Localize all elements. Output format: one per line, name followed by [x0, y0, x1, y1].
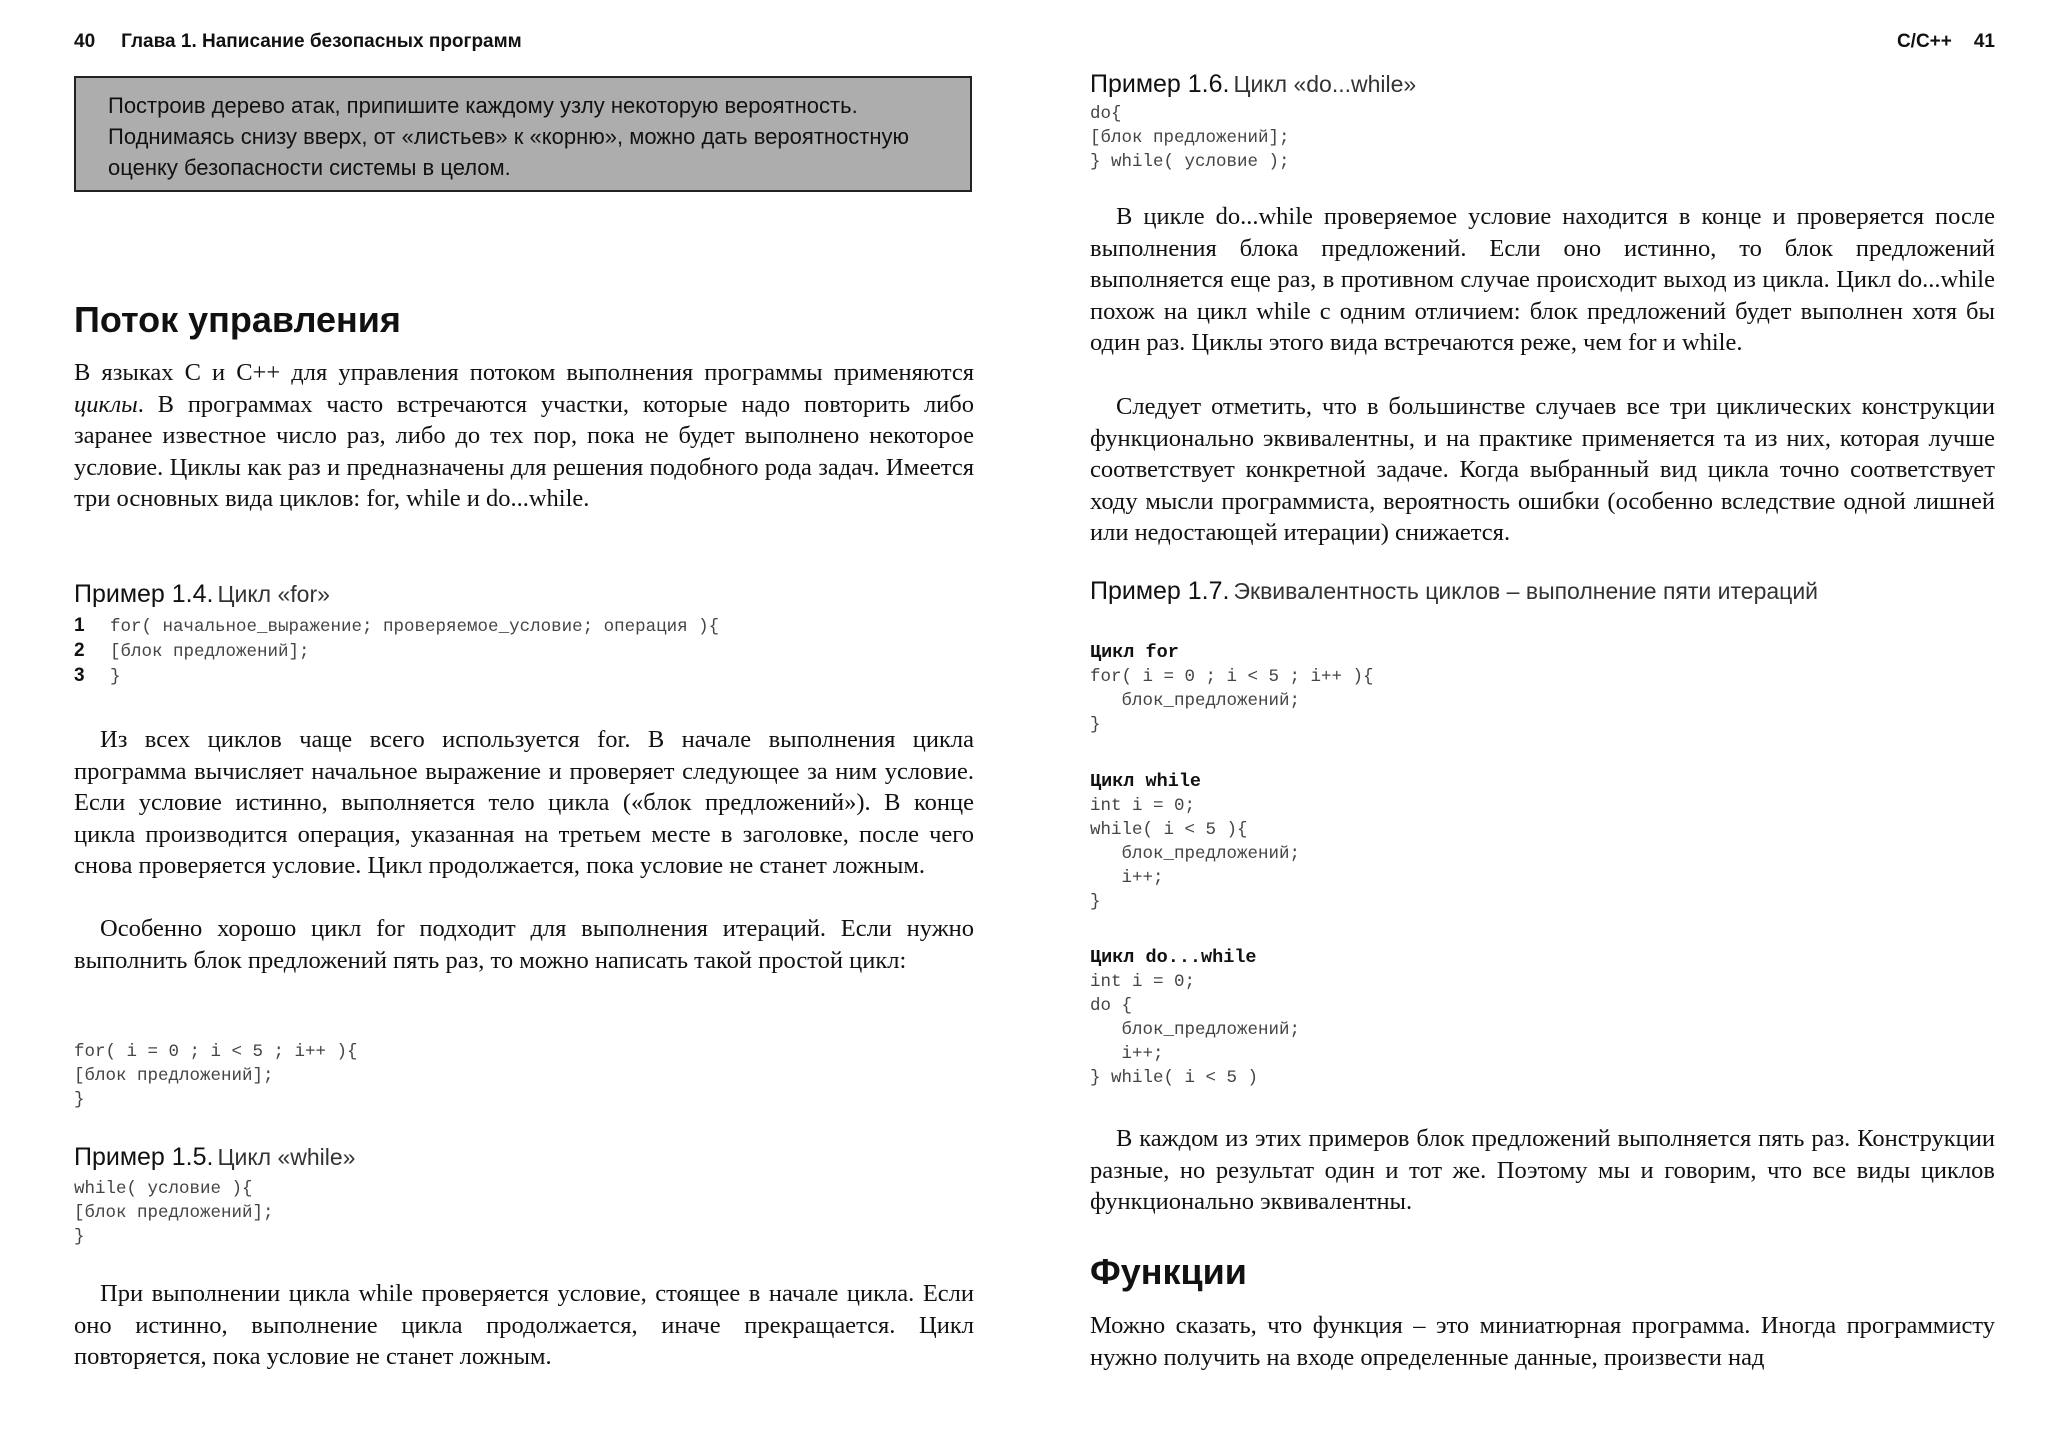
- dowhile-loop-code: int i = 0; do { блок_предложений; i++; } while( i < 5 ): [1090, 972, 1301, 1088]
- paragraph-functions: Можно сказать, что функция – это миниатюрная программа. Иногда программисту нужно получить на входе определенные данные, произвести над: [1090, 1312, 1995, 1371]
- example-1-7-title: Эквивалентность циклов – выполнение пяти итераций: [1233, 578, 1819, 604]
- code-text: }: [110, 667, 121, 687]
- callout-text: Построив дерево атак, припишите каждому узлу некоторую вероятность. Поднимаясь снизу вверх, от «листьев» к «корню», можно дать вероятностную оценку безопасности системы в целом.: [108, 93, 910, 180]
- code-line: [74, 664, 974, 689]
- running-header-right: [1090, 28, 1995, 56]
- line-number: 2: [74, 640, 85, 661]
- example-1-5-label: Пример 1.5.: [74, 1143, 214, 1171]
- example-1-4-caption: [74, 578, 974, 610]
- section-title-control-flow: Поток управления: [74, 299, 401, 340]
- dowhile-loop-heading: Цикл do...while: [1090, 947, 1257, 968]
- example-1-5-code: while( условие ){ [блок предложений]; }: [74, 1179, 274, 1247]
- section-title-functions: Функции: [1090, 1251, 1247, 1292]
- page-number-right: 41: [1973, 31, 1995, 52]
- while-loop-heading: Цикл while: [1090, 771, 1202, 792]
- for-loop-heading: Цикл for: [1090, 642, 1179, 663]
- example-1-7-caption: [1090, 575, 1995, 607]
- intro-text-2: . В программах часто встречаются участки, которые надо повторить либо заранее известное число раз, либо до тех пор, пока не будет выполнено некоторое условие. Циклы как раз и предназначены для решения подобного рода задач. Имеется три основных вида циклов: for, while и do...while.: [74, 390, 974, 513]
- paragraph-for-1: Из всех циклов чаще всего используется for. В начале выполнения цикла программа вычисляет начальное выражение и проверяет следующее за ним условие. Если условие истинно, выполняется тело цикла («блок предложений»). В конце цикла производится операция, указанная на третьем месте в заголовке, после чего снова проверяется условие. Цикл продолжается, пока условие не станет ложным.: [74, 726, 974, 880]
- line-number: 1: [74, 615, 85, 636]
- paragraph-equivalence: В каждом из этих примеров блок предложений выполняется пять раз. Конструкции разные, но результат один и тот же. Поэтому мы и говорим, что все виды циклов функционально эквивалентны.: [1090, 1125, 1995, 1216]
- line-number: 3: [74, 665, 85, 686]
- example-1-6-title: Цикл «do...while»: [1233, 71, 1417, 97]
- for-loop-code: for( i = 0 ; i < 5 ; i++ ){ блок_предложений; }: [1090, 667, 1374, 735]
- example-1-4-label: Пример 1.4.: [74, 580, 214, 608]
- paragraph-while: При выполнении цикла while проверяется условие, стоящее в начале цикла. Если оно истинно, выполнение цикла продолжается, иначе прекращается. Цикл повторяется, пока условие не станет ложным.: [74, 1280, 974, 1371]
- example-1-4-title: Цикл «for»: [217, 581, 330, 607]
- code-line: [74, 639, 974, 664]
- example-1-5-title: Цикл «while»: [217, 1144, 356, 1170]
- example-1-5-caption: [74, 1141, 974, 1173]
- example-1-6-code: do{ [блок предложений]; } while( условие );: [1090, 104, 1290, 172]
- while-loop-code: int i = 0; while( i < 5 ){ блок_предложений; i++; }: [1090, 796, 1301, 912]
- example-1-7-label: Пример 1.7.: [1090, 577, 1230, 605]
- example-1-6-label: Пример 1.6.: [1090, 70, 1230, 98]
- code-line: [74, 614, 974, 639]
- callout-box: [74, 76, 972, 192]
- page-number-left: 40: [74, 31, 96, 52]
- running-head-left: Глава 1. Написание безопасных программ: [121, 31, 522, 52]
- running-header-left: [74, 28, 974, 56]
- intro-emphasis: циклы: [74, 390, 138, 418]
- paragraph-intro: [74, 357, 974, 515]
- right-page: [1090, 0, 1995, 1447]
- code-text: for( начальное_выражение; проверяемое_условие; операция ){: [110, 617, 720, 637]
- paragraph-dowhile-1: В цикле do...while проверяемое условие находится в конце и проверяется после выполнения блока предложений. Если оно истинно, то блок предложений выполняется еще раз, в противном случае происходит выход из цикла. Цикл do...while похож на цикл while с одним отличием: блок предложений будет выполнен хотя бы один раз. Циклы этого вида встречаются реже, чем for и while.: [1090, 203, 1995, 357]
- paragraph-dowhile-2: Следует отметить, что в большинстве случаев все три циклических конструкции функционально эквивалентны, и на практике применяется та из них, которая лучше соответствует конкретной задаче. Когда выбранный вид цикла точно соответствует ходу мысли программиста, вероятность ошибки (особенно вследствие одной лишней или недостающей итерации) снижается.: [1090, 393, 1995, 547]
- code-text: [блок предложений];: [110, 642, 310, 662]
- code-for-simple: for( i = 0 ; i < 5 ; i++ ){ [блок предложений]; }: [74, 1042, 358, 1110]
- left-page: [74, 0, 974, 1447]
- example-1-4-code: [74, 614, 974, 689]
- example-1-6-caption: [1090, 68, 1995, 100]
- paragraph-for-2: Особенно хорошо цикл for подходит для выполнения итераций. Если нужно выполнить блок предложений пять раз, то можно написать такой простой цикл:: [74, 915, 974, 974]
- intro-text-1: В языках C и C++ для управления потоком выполнения программы применяются: [74, 359, 974, 386]
- running-head-right: C/C++: [1896, 31, 1952, 52]
